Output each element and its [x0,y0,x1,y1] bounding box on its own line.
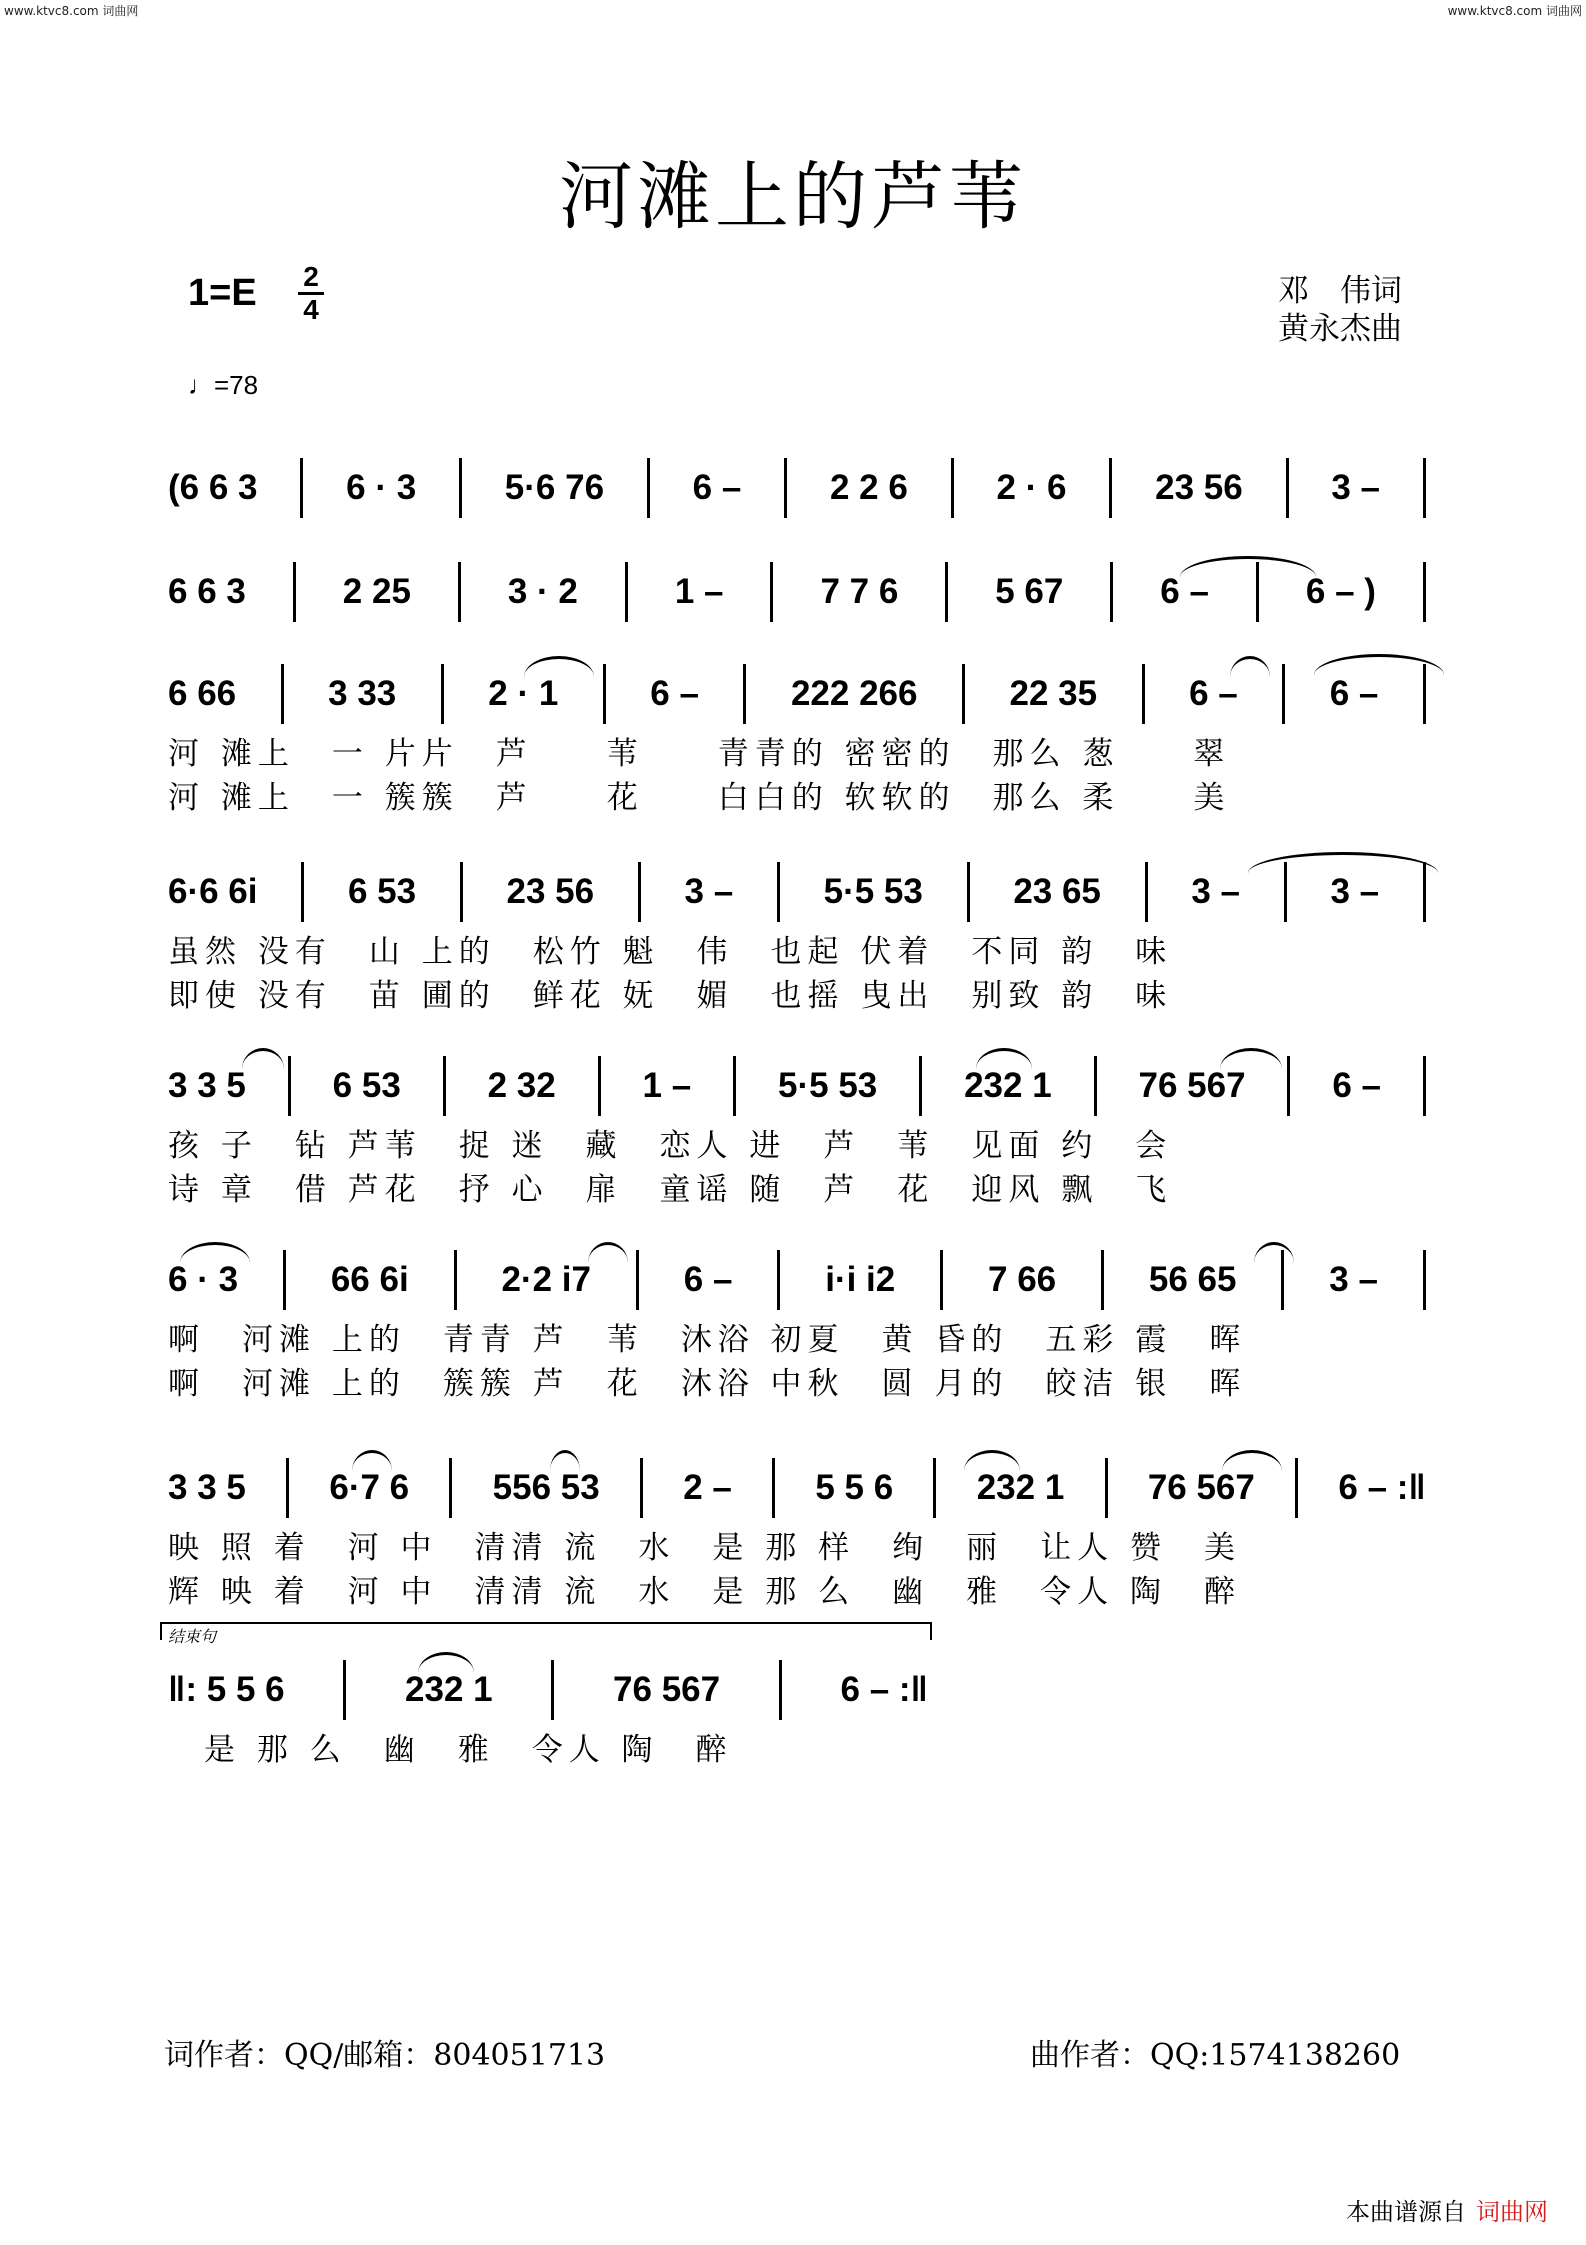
measure: 6 6 3 [168,572,246,611]
time-signature-top: 2 [303,261,319,292]
measure: 6 – :‖ [840,1670,928,1709]
notes-line [168,1056,1426,1116]
measure: 222 266 [790,674,918,713]
measure: 2 25 [342,572,411,611]
measure: 3 · 2 [507,572,578,611]
barline [951,458,954,518]
lyrics-verse-2: 河 滩上 一 簇簇 芦 花 白白的 软软的 那么 柔 美 [168,780,1231,816]
measure: 2 – [683,1468,732,1507]
barline [300,458,303,518]
lyrics-verse-2: 辉 映 着 河 中 清清 流 水 是 那 么 幽 雅 令人 陶 醉 [168,1574,1241,1610]
notes-line [168,1660,928,1720]
measure: 2·2 i7 [501,1260,591,1299]
lyricist-credit: 邓 伟词 [1278,273,1402,309]
measure: 5·5 53 [823,872,923,911]
score-row-3 [168,664,1426,816]
measure: 6 53 [347,872,417,911]
barline [777,1250,780,1310]
barline [454,1250,457,1310]
measure: 232 1 [964,1066,1052,1105]
measure: 2 2 6 [829,468,908,507]
measure: 6 – [683,1260,733,1299]
notes-line [168,862,1426,922]
measure: ‖: 5 5 6 [168,1670,285,1709]
barline [1423,562,1426,622]
barline [1142,664,1145,724]
notes-line [168,664,1426,724]
lyrics-verse-1: 孩 子 钻 芦苇 捉 迷 藏 恋人 进 芦 苇 见面 约 会 [168,1128,1173,1164]
source-note [1346,2192,1548,2227]
barline [1295,1458,1298,1518]
measure: 3 – [1331,468,1380,507]
composer-contact: 曲作者：QQ:1574138260 [1030,2038,1401,2073]
measure: 3 33 [328,674,397,713]
measure: 3 3 5 [168,1468,246,1507]
barline [1281,1250,1284,1310]
credits [1278,272,1402,348]
barline [603,664,606,724]
measure: 3 – [1329,1260,1378,1299]
lyrics-verse-2: 即使 没有 苗 圃的 鲜花 妩 媚 也摇 曳出 别致 韵 味 [168,978,1173,1014]
brand-link[interactable]: 词曲网 [1476,2198,1548,2226]
barline [1094,1056,1097,1116]
barline [1101,1250,1104,1310]
measure: 23 56 [1155,468,1243,507]
barline [919,1056,922,1116]
barline [777,862,780,922]
notes-line [168,562,1426,622]
measure: 232 1 [976,1468,1065,1507]
barline [1287,1056,1290,1116]
barline [638,862,641,922]
measure: 3 – [1330,872,1380,911]
barline [1109,458,1112,518]
measure: 6 · 3 [168,1260,239,1299]
measure: 6 – [692,468,742,507]
barline [551,1660,554,1720]
score-row-1 [168,458,1426,518]
measure: 76 567 [613,1670,721,1709]
barline [743,664,746,724]
lyrics-verse-1: 虽然 没有 山 上的 松竹 魁 伟 也起 伏着 不同 韵 味 [168,934,1173,970]
barline [1284,862,1287,922]
measure: 556 53 [492,1468,600,1507]
measure: 6 – [650,674,699,713]
barline [281,664,284,724]
notes-line [168,458,1426,518]
barline [598,1056,601,1116]
barline [733,1056,736,1116]
score-row-2 [168,562,1426,622]
measure: 5·6 76 [504,468,605,507]
barline [1423,1056,1426,1116]
song-title: 河滩上的芦苇 [559,154,1027,240]
measure: 6 · 3 [346,468,417,507]
lyrics-verse-1: 河 滩上 一 片片 芦 苇 青青的 密密的 那么 葱 翠 [168,736,1231,772]
measure: 6·7 6 [329,1468,410,1507]
barline [288,1056,291,1116]
measure: 1 – [674,572,724,611]
measure: 7 7 6 [820,572,899,611]
measure: 56 65 [1148,1260,1237,1299]
barline [647,458,650,518]
measure: 6 53 [332,1066,401,1105]
measure: 3 – [1191,872,1240,911]
barline [967,862,970,922]
barline [1282,664,1285,724]
ending-lyrics: 是 那 么 幽 雅 令人 陶 醉 [204,1732,733,1768]
key-signature: 1=E [188,272,257,314]
lyrics-verse-2: 啊 河滩 上的 簇簇 芦 花 沐浴 中秋 圆 月的 皎洁 银 晖 [168,1366,1247,1402]
score-row-6 [168,1250,1426,1402]
score-row-5 [168,1056,1426,1208]
barline [460,862,463,922]
barline [1423,1250,1426,1310]
barline [1423,862,1426,922]
measure: 6 – [1160,572,1209,611]
barline [940,1250,943,1310]
measure: 7 66 [988,1260,1057,1299]
barline [293,562,296,622]
measure: 3 3 5 [168,1066,246,1105]
barline [779,1660,782,1720]
measure: 6 – [1189,674,1238,713]
measure: 1 – [642,1066,692,1105]
measure: 5 5 6 [815,1468,894,1507]
barline [283,1250,286,1310]
measure: 22 35 [1009,674,1098,713]
lyrics-verse-1: 啊 河滩 上的 青青 芦 苇 沐浴 初夏 黄 昏的 五彩 霞 晖 [168,1322,1247,1358]
measure: 2 · 6 [996,468,1067,507]
measure: 6·6 6i [168,872,258,911]
watermark-right: www.ktvc8.com 词曲网 [1447,4,1582,18]
barline [962,664,965,724]
barline [1145,862,1148,922]
lyricist-contact: 词作者：QQ/邮箱：804051713 [164,2038,606,2073]
lyrics-verse-1: 映 照 着 河 中 清清 流 水 是 那 样 绚 丽 让人 赞 美 [168,1530,1241,1566]
measure: 6 66 [168,674,237,713]
notes-line [168,1458,1426,1518]
measure: (6 6 3 [168,468,258,507]
time-signature-bottom: 4 [303,294,319,325]
measure: 66 6i [330,1260,409,1299]
barline [945,562,948,622]
barline [286,1458,289,1518]
barline [459,458,462,518]
measure: 5·5 53 [778,1066,878,1105]
notes-line [168,1250,1426,1310]
barline [770,562,773,622]
barline [443,1056,446,1116]
barline [441,664,444,724]
composer-credit: 黄永杰曲 [1278,311,1402,347]
barline [1105,1458,1108,1518]
barline [636,1250,639,1310]
measure: 2 · 1 [488,674,559,713]
barline [933,1458,936,1518]
ending-label: 结束句 [168,1627,217,1646]
measure: 6 – [1329,674,1379,713]
barline [343,1660,346,1720]
barline [1110,562,1113,622]
barline [625,562,628,622]
tempo-marking: ♩=78 [188,370,259,400]
measure: 23 65 [1013,872,1101,911]
measure: 76 567 [1138,1066,1246,1105]
measure: 6 – :‖ [1338,1468,1426,1507]
measure: 6 – [1332,1066,1382,1105]
measure: 23 56 [506,872,595,911]
source-note-prefix: 本曲谱源自 [1346,2198,1466,2226]
barline [1286,458,1289,518]
barline [784,458,787,518]
barline [449,1458,452,1518]
measure: 6 – ) [1305,572,1376,611]
measure: 232 1 [405,1670,493,1709]
barline [458,562,461,622]
score-row-4 [168,862,1426,1014]
barline [1256,562,1259,622]
lyrics-verse-2: 诗 章 借 芦花 抒 心 扉 童谣 随 芦 花 迎风 飘 飞 [168,1172,1173,1208]
measure: 76 567 [1147,1468,1255,1507]
measure: i·i i2 [825,1260,896,1299]
measure: 2 32 [487,1066,556,1105]
watermark-left: www.ktvc8.com 词曲网 [4,4,139,18]
barline [1423,664,1426,724]
score-row-7 [168,1458,1426,1610]
barline [301,862,304,922]
ending-bracket [160,1622,932,1640]
time-signature [296,262,326,325]
barline [640,1458,643,1518]
ending-row [168,1660,928,1768]
measure: 3 – [684,872,734,911]
barline [1423,458,1426,518]
barline [772,1458,775,1518]
measure: 5 67 [995,572,1064,611]
